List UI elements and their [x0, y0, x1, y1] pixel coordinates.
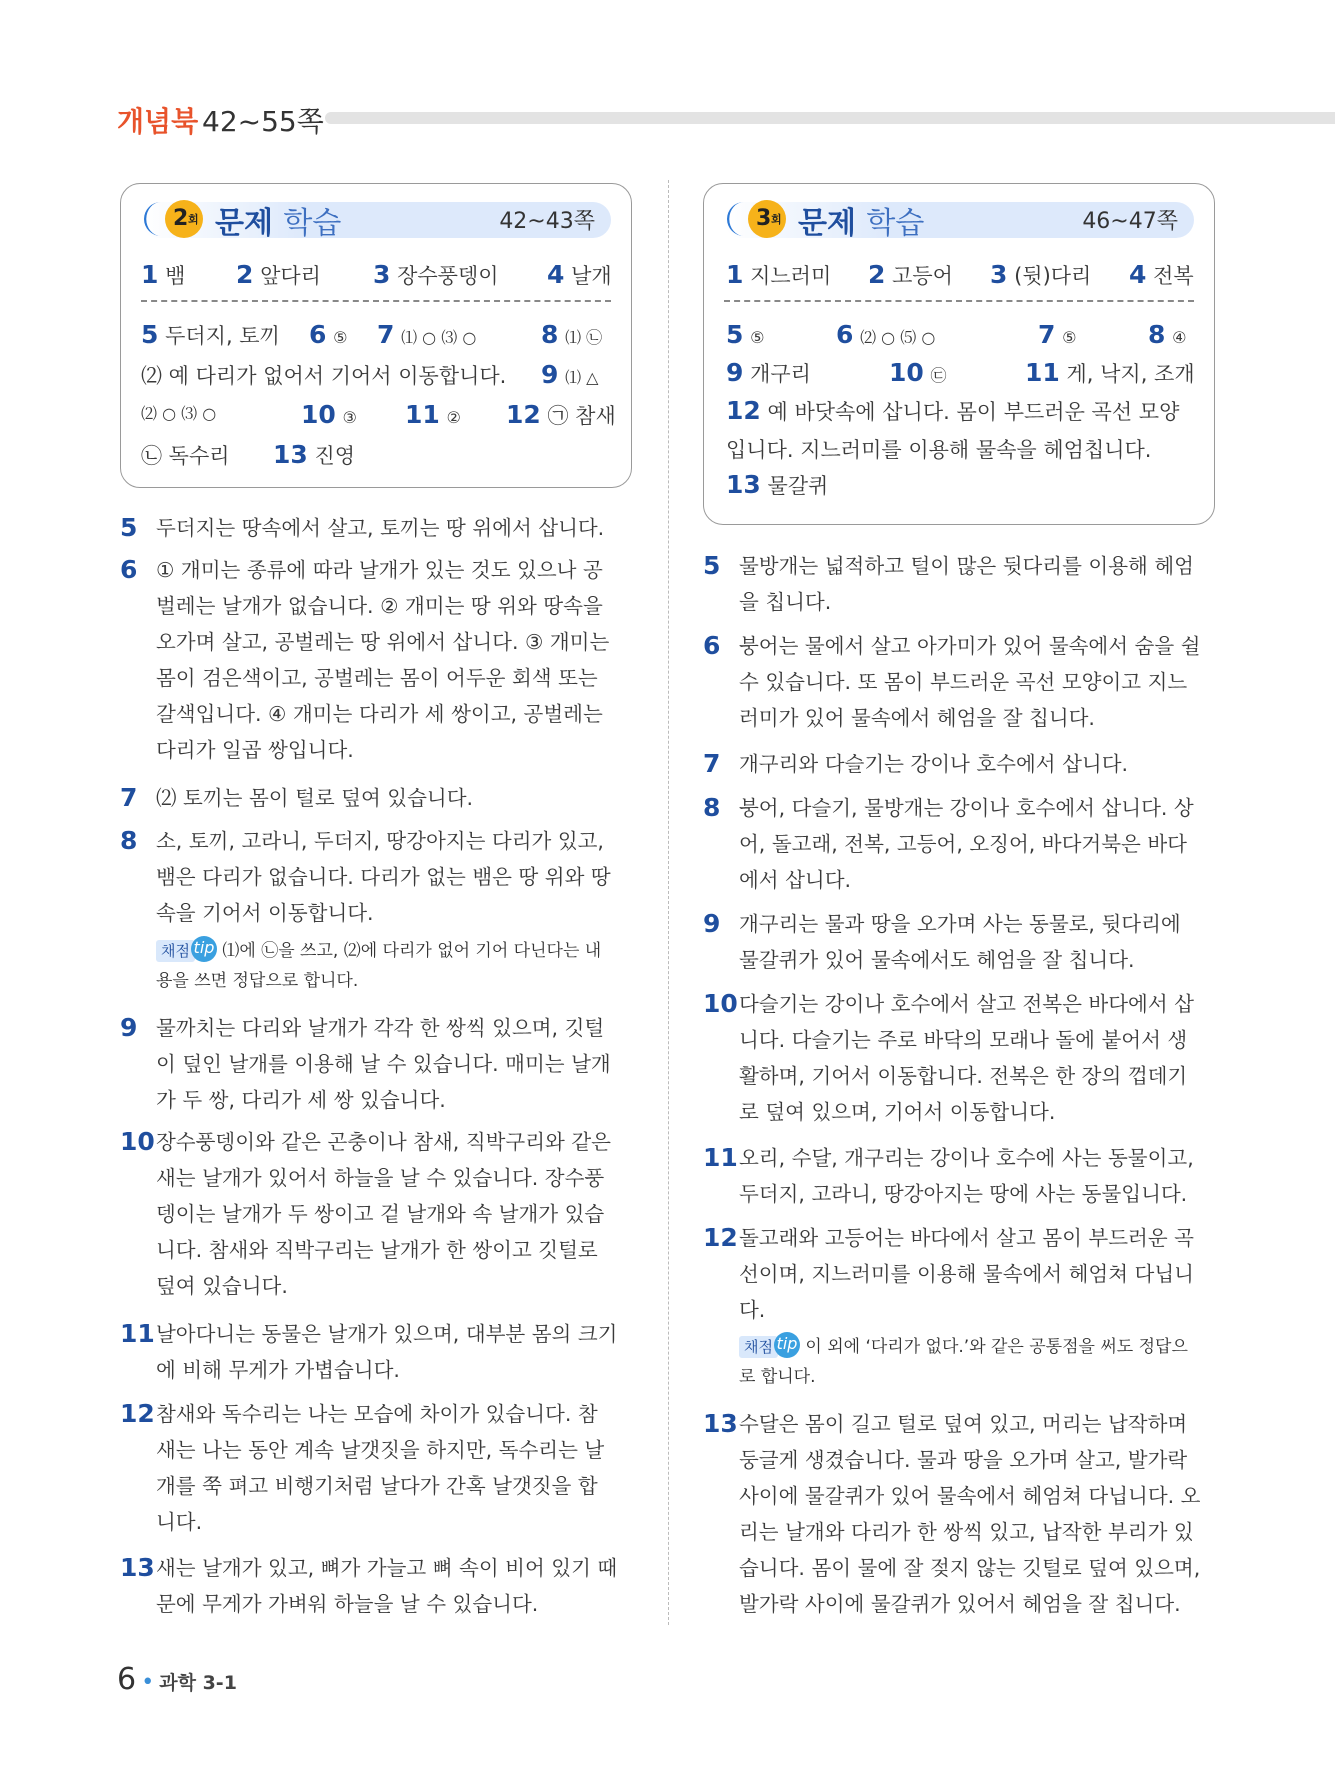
- answer-row: 10 ③: [301, 400, 357, 429]
- answer-row: 1 뱀: [141, 260, 186, 289]
- answer-row: 9 개구리: [726, 358, 811, 387]
- footer-dot: •: [141, 1670, 155, 1695]
- page-number: 6: [117, 1662, 137, 1697]
- scoring-label: 채점: [156, 940, 195, 962]
- answer-row: 10 ㉢: [889, 358, 947, 387]
- round-badge: 2 회: [165, 200, 203, 238]
- page-range: 42~55쪽: [202, 105, 324, 138]
- answer-row: 9 ⑴ △: [541, 360, 599, 389]
- book-name: 개념북: [117, 105, 199, 138]
- subject-label: 과학 3-1: [159, 1672, 237, 1694]
- box-title-bar: [141, 202, 611, 241]
- answer-row: ⑵ ○ ⑶ ○: [141, 404, 217, 423]
- answer-row: 11 ②: [405, 400, 461, 429]
- answer-row: 6 ⑤: [309, 320, 348, 349]
- box-title: 문제 학습: [215, 206, 342, 241]
- answer-row: 12 예 바닷속에 삽니다. 몸이 부드러운 곡선 모양: [726, 396, 1180, 425]
- tip-icon: tip: [191, 936, 217, 962]
- answer-row: ㉡ 독수리: [141, 444, 230, 468]
- answer-row: 2 앞다리: [236, 260, 321, 289]
- round-badge: 3 회: [748, 200, 786, 238]
- answer-row: 입니다. 지느러미를 이용해 물속을 헤엄칩니다.: [726, 438, 1152, 462]
- answer-row: 4 전복: [1129, 260, 1194, 289]
- box-title: 문제 학습: [798, 206, 925, 241]
- answer-row: 1 지느러미: [726, 260, 832, 289]
- scoring-tip-12: 채점 tip 이 외에 ‘다리가 없다.’와 같은 공통점을 써도 정답으 로 합니다.: [739, 1334, 1188, 1387]
- scoring-tip-8: 채점 tip ⑴에 ㉡을 쓰고, ⑵에 다리가 없어 기어 다닌다는 내 용을 쓰면 정답으로 합니다.: [156, 938, 602, 991]
- answer-row: 13 진영: [273, 440, 356, 469]
- tip-icon: tip: [774, 1332, 800, 1358]
- answer-row: 2 고등어: [868, 260, 953, 289]
- answer-row: 3 (뒷)다리: [990, 260, 1092, 289]
- answer-row: 8 ⑴ ㉡: [541, 320, 603, 349]
- answer-box-round-3: [703, 183, 1215, 525]
- answer-row: 12 ㉠ 참새: [506, 400, 616, 429]
- answer-row: 11 게, 낙지, 조개: [1025, 358, 1195, 387]
- answer-row: 7 ⑤: [1038, 320, 1077, 349]
- answer-box-round-2: [120, 183, 632, 488]
- answer-row: 3 장수풍뎅이: [373, 260, 499, 289]
- answer-row: 4 날개: [547, 260, 612, 289]
- answer-row: 5 ⑤: [726, 320, 765, 349]
- column-divider: [668, 180, 669, 1625]
- header-bar: [325, 112, 1335, 124]
- dashed-separator: [724, 300, 1194, 302]
- answer-row: 8 ④: [1148, 320, 1187, 349]
- page-header: [117, 100, 1335, 140]
- box-title-bar: [724, 202, 1194, 241]
- answer-row: 6 ⑵ ○ ⑸ ○: [836, 320, 936, 349]
- answer-row: 7 ⑴ ○ ⑶ ○: [377, 320, 477, 349]
- box-page-range: 46~47쪽: [1082, 209, 1178, 234]
- answer-row: 13 물갈퀴: [726, 470, 829, 499]
- answer-row: 5 두더지, 토끼: [141, 320, 280, 349]
- box-page-range: 42~43쪽: [499, 209, 595, 234]
- page-footer: [117, 1662, 237, 1697]
- scoring-label: 채점: [739, 1336, 778, 1358]
- answer-row: ⑵ 예 다리가 없어서 기어서 이동합니다.: [141, 364, 507, 388]
- dashed-separator: [141, 300, 611, 302]
